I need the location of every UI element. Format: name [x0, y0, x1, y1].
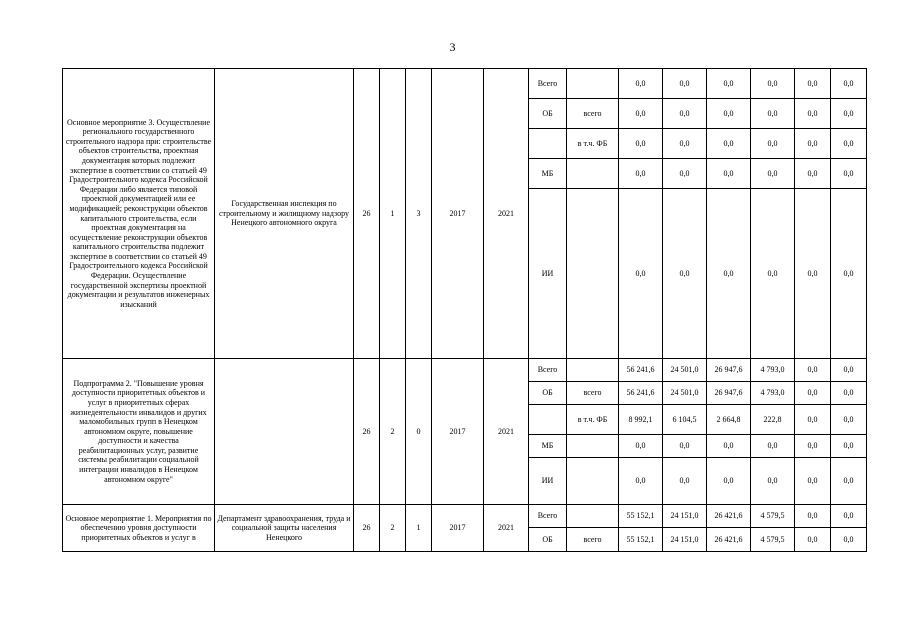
amount-cell: 0,0 [831, 528, 867, 552]
amount-cell: 0,0 [795, 458, 831, 505]
funding-source: ОБ [529, 99, 567, 129]
amount-cell: 26 421,6 [707, 505, 751, 528]
budget-code-cell: 3 [406, 69, 432, 359]
amount-cell: 56 241,6 [619, 382, 663, 405]
funding-subtype [567, 189, 619, 359]
amount-cell: 222,8 [751, 405, 795, 435]
amount-cell: 0,0 [707, 458, 751, 505]
amount-cell: 0,0 [831, 405, 867, 435]
table-row [63, 359, 867, 382]
amount-cell: 0,0 [619, 159, 663, 189]
responsible-executor: Департамент здравоохранения, труда и социальной защиты населения Ненецкого [215, 505, 354, 552]
program-table [62, 68, 867, 552]
funding-subtype [567, 159, 619, 189]
responsible-executor [215, 359, 354, 505]
funding-source [529, 129, 567, 159]
start-year-cell: 2017 [432, 505, 484, 552]
amount-cell: 0,0 [795, 189, 831, 359]
amount-cell: 0,0 [663, 129, 707, 159]
amount-cell: 0,0 [751, 189, 795, 359]
table-body [63, 69, 867, 552]
amount-cell: 0,0 [831, 382, 867, 405]
amount-cell: 0,0 [831, 189, 867, 359]
amount-cell: 0,0 [831, 159, 867, 189]
amount-cell: 0,0 [663, 69, 707, 99]
funding-source: Всего [529, 505, 567, 528]
amount-cell: 0,0 [619, 99, 663, 129]
amount-cell: 6 104,5 [663, 405, 707, 435]
start-year-cell: 2017 [432, 69, 484, 359]
funding-subtype [567, 69, 619, 99]
funding-source: ОБ [529, 382, 567, 405]
amount-cell: 0,0 [707, 129, 751, 159]
amount-cell: 0,0 [795, 99, 831, 129]
budget-code-cell: 1 [406, 505, 432, 552]
budget-code-cell: 2 [380, 505, 406, 552]
measure-description: Основное мероприятие 1. Мероприятия по обеспечению уровня доступности приоритетных объектов и услуг в [63, 505, 215, 552]
funding-subtype: всего [567, 528, 619, 552]
funding-subtype [567, 458, 619, 505]
amount-cell: 2 664,8 [707, 405, 751, 435]
amount-cell: 0,0 [795, 505, 831, 528]
budget-code-cell: 26 [354, 359, 380, 505]
amount-cell: 0,0 [831, 359, 867, 382]
amount-cell: 0,0 [795, 405, 831, 435]
amount-cell: 0,0 [795, 528, 831, 552]
funding-source: ИИ [529, 458, 567, 505]
amount-cell: 0,0 [795, 69, 831, 99]
amount-cell: 24 151,0 [663, 505, 707, 528]
funding-subtype: в т.ч. ФБ [567, 129, 619, 159]
funding-source: Всего [529, 69, 567, 99]
amount-cell: 24 501,0 [663, 359, 707, 382]
amount-cell: 4 793,0 [751, 382, 795, 405]
amount-cell: 4 793,0 [751, 359, 795, 382]
amount-cell: 0,0 [707, 159, 751, 189]
amount-cell: 0,0 [663, 435, 707, 458]
amount-cell: 56 241,6 [619, 359, 663, 382]
amount-cell: 0,0 [707, 69, 751, 99]
amount-cell: 4 579,5 [751, 505, 795, 528]
amount-cell: 0,0 [707, 99, 751, 129]
amount-cell: 0,0 [831, 129, 867, 159]
amount-cell: 26 947,6 [707, 382, 751, 405]
funding-source: МБ [529, 159, 567, 189]
amount-cell: 0,0 [831, 69, 867, 99]
amount-cell: 0,0 [831, 435, 867, 458]
amount-cell: 26 421,6 [707, 528, 751, 552]
table-row [63, 69, 867, 99]
amount-cell: 0,0 [707, 435, 751, 458]
amount-cell: 4 579,5 [751, 528, 795, 552]
budget-code-cell: 0 [406, 359, 432, 505]
amount-cell: 0,0 [831, 99, 867, 129]
amount-cell: 24 501,0 [663, 382, 707, 405]
amount-cell: 0,0 [795, 435, 831, 458]
amount-cell: 0,0 [751, 435, 795, 458]
funding-source: Всего [529, 359, 567, 382]
table-row [63, 505, 867, 528]
responsible-executor: Государственная инспекция по строительному и жилищному надзору Ненецкого автономного округа [215, 69, 354, 359]
amount-cell: 0,0 [663, 189, 707, 359]
budget-code-cell: 26 [354, 69, 380, 359]
amount-cell: 0,0 [619, 189, 663, 359]
funding-subtype: всего [567, 382, 619, 405]
budget-code-cell: 1 [380, 69, 406, 359]
funding-source [529, 405, 567, 435]
funding-source: ИИ [529, 189, 567, 359]
amount-cell: 0,0 [751, 99, 795, 129]
amount-cell: 0,0 [751, 159, 795, 189]
funding-source: МБ [529, 435, 567, 458]
amount-cell: 0,0 [831, 505, 867, 528]
funding-subtype [567, 505, 619, 528]
budget-code-cell: 2 [380, 359, 406, 505]
amount-cell: 0,0 [619, 458, 663, 505]
start-year-cell: 2017 [432, 359, 484, 505]
amount-cell: 0,0 [795, 382, 831, 405]
amount-cell: 0,0 [619, 69, 663, 99]
amount-cell: 0,0 [663, 159, 707, 189]
end-year-cell: 2021 [484, 69, 529, 359]
amount-cell: 55 152,1 [619, 528, 663, 552]
funding-subtype: всего [567, 99, 619, 129]
amount-cell: 0,0 [751, 69, 795, 99]
funding-source: ОБ [529, 528, 567, 552]
amount-cell: 24 151,0 [663, 528, 707, 552]
amount-cell: 0,0 [663, 458, 707, 505]
amount-cell: 0,0 [795, 359, 831, 382]
amount-cell: 0,0 [707, 189, 751, 359]
amount-cell: 0,0 [751, 129, 795, 159]
amount-cell: 0,0 [663, 99, 707, 129]
end-year-cell: 2021 [484, 505, 529, 552]
budget-code-cell: 26 [354, 505, 380, 552]
amount-cell: 55 152,1 [619, 505, 663, 528]
measure-description: Подпрограмма 2. "Повышение уровня доступности приоритетных объектов и услуг в приоритетных сферах жизнедеятельности инвалидов и других маломобильных групп в Ненецком автономном округе, повышение доступности и качества реабилитационных услуг, развитие системы реабилитации социальной интеграции инвалидов в Ненецком автономном округе" [63, 359, 215, 505]
measure-description: Основное мероприятие 3. Осуществление регионального государственного строительного надзора при: строительстве объектов строительства, проектная документация которых подлежит экспертизе в соответствии со статьей 49 Градостроительного кодекса Российской Федерации либо является типовой проектной документацией или ее модификацией; реконструкции объектов капитального строительства, если проектная документация на осуществление реконструкции объектов капитального строительства подлежит экспертизе в соответствии со статьей 49 Градостроительного кодекса Российской Федерации. Осуществление государственной экспертизы проектной документации и результатов инженерных изысканий [63, 69, 215, 359]
amount-cell: 0,0 [795, 129, 831, 159]
amount-cell: 0,0 [619, 129, 663, 159]
amount-cell: 0,0 [831, 458, 867, 505]
end-year-cell: 2021 [484, 359, 529, 505]
funding-subtype [567, 359, 619, 382]
funding-subtype [567, 435, 619, 458]
funding-subtype: в т.ч. ФБ [567, 405, 619, 435]
page-number: 3 [449, 40, 456, 54]
amount-cell: 26 947,6 [707, 359, 751, 382]
amount-cell: 0,0 [795, 159, 831, 189]
amount-cell: 0,0 [751, 458, 795, 505]
amount-cell: 8 992,1 [619, 405, 663, 435]
amount-cell: 0,0 [619, 435, 663, 458]
